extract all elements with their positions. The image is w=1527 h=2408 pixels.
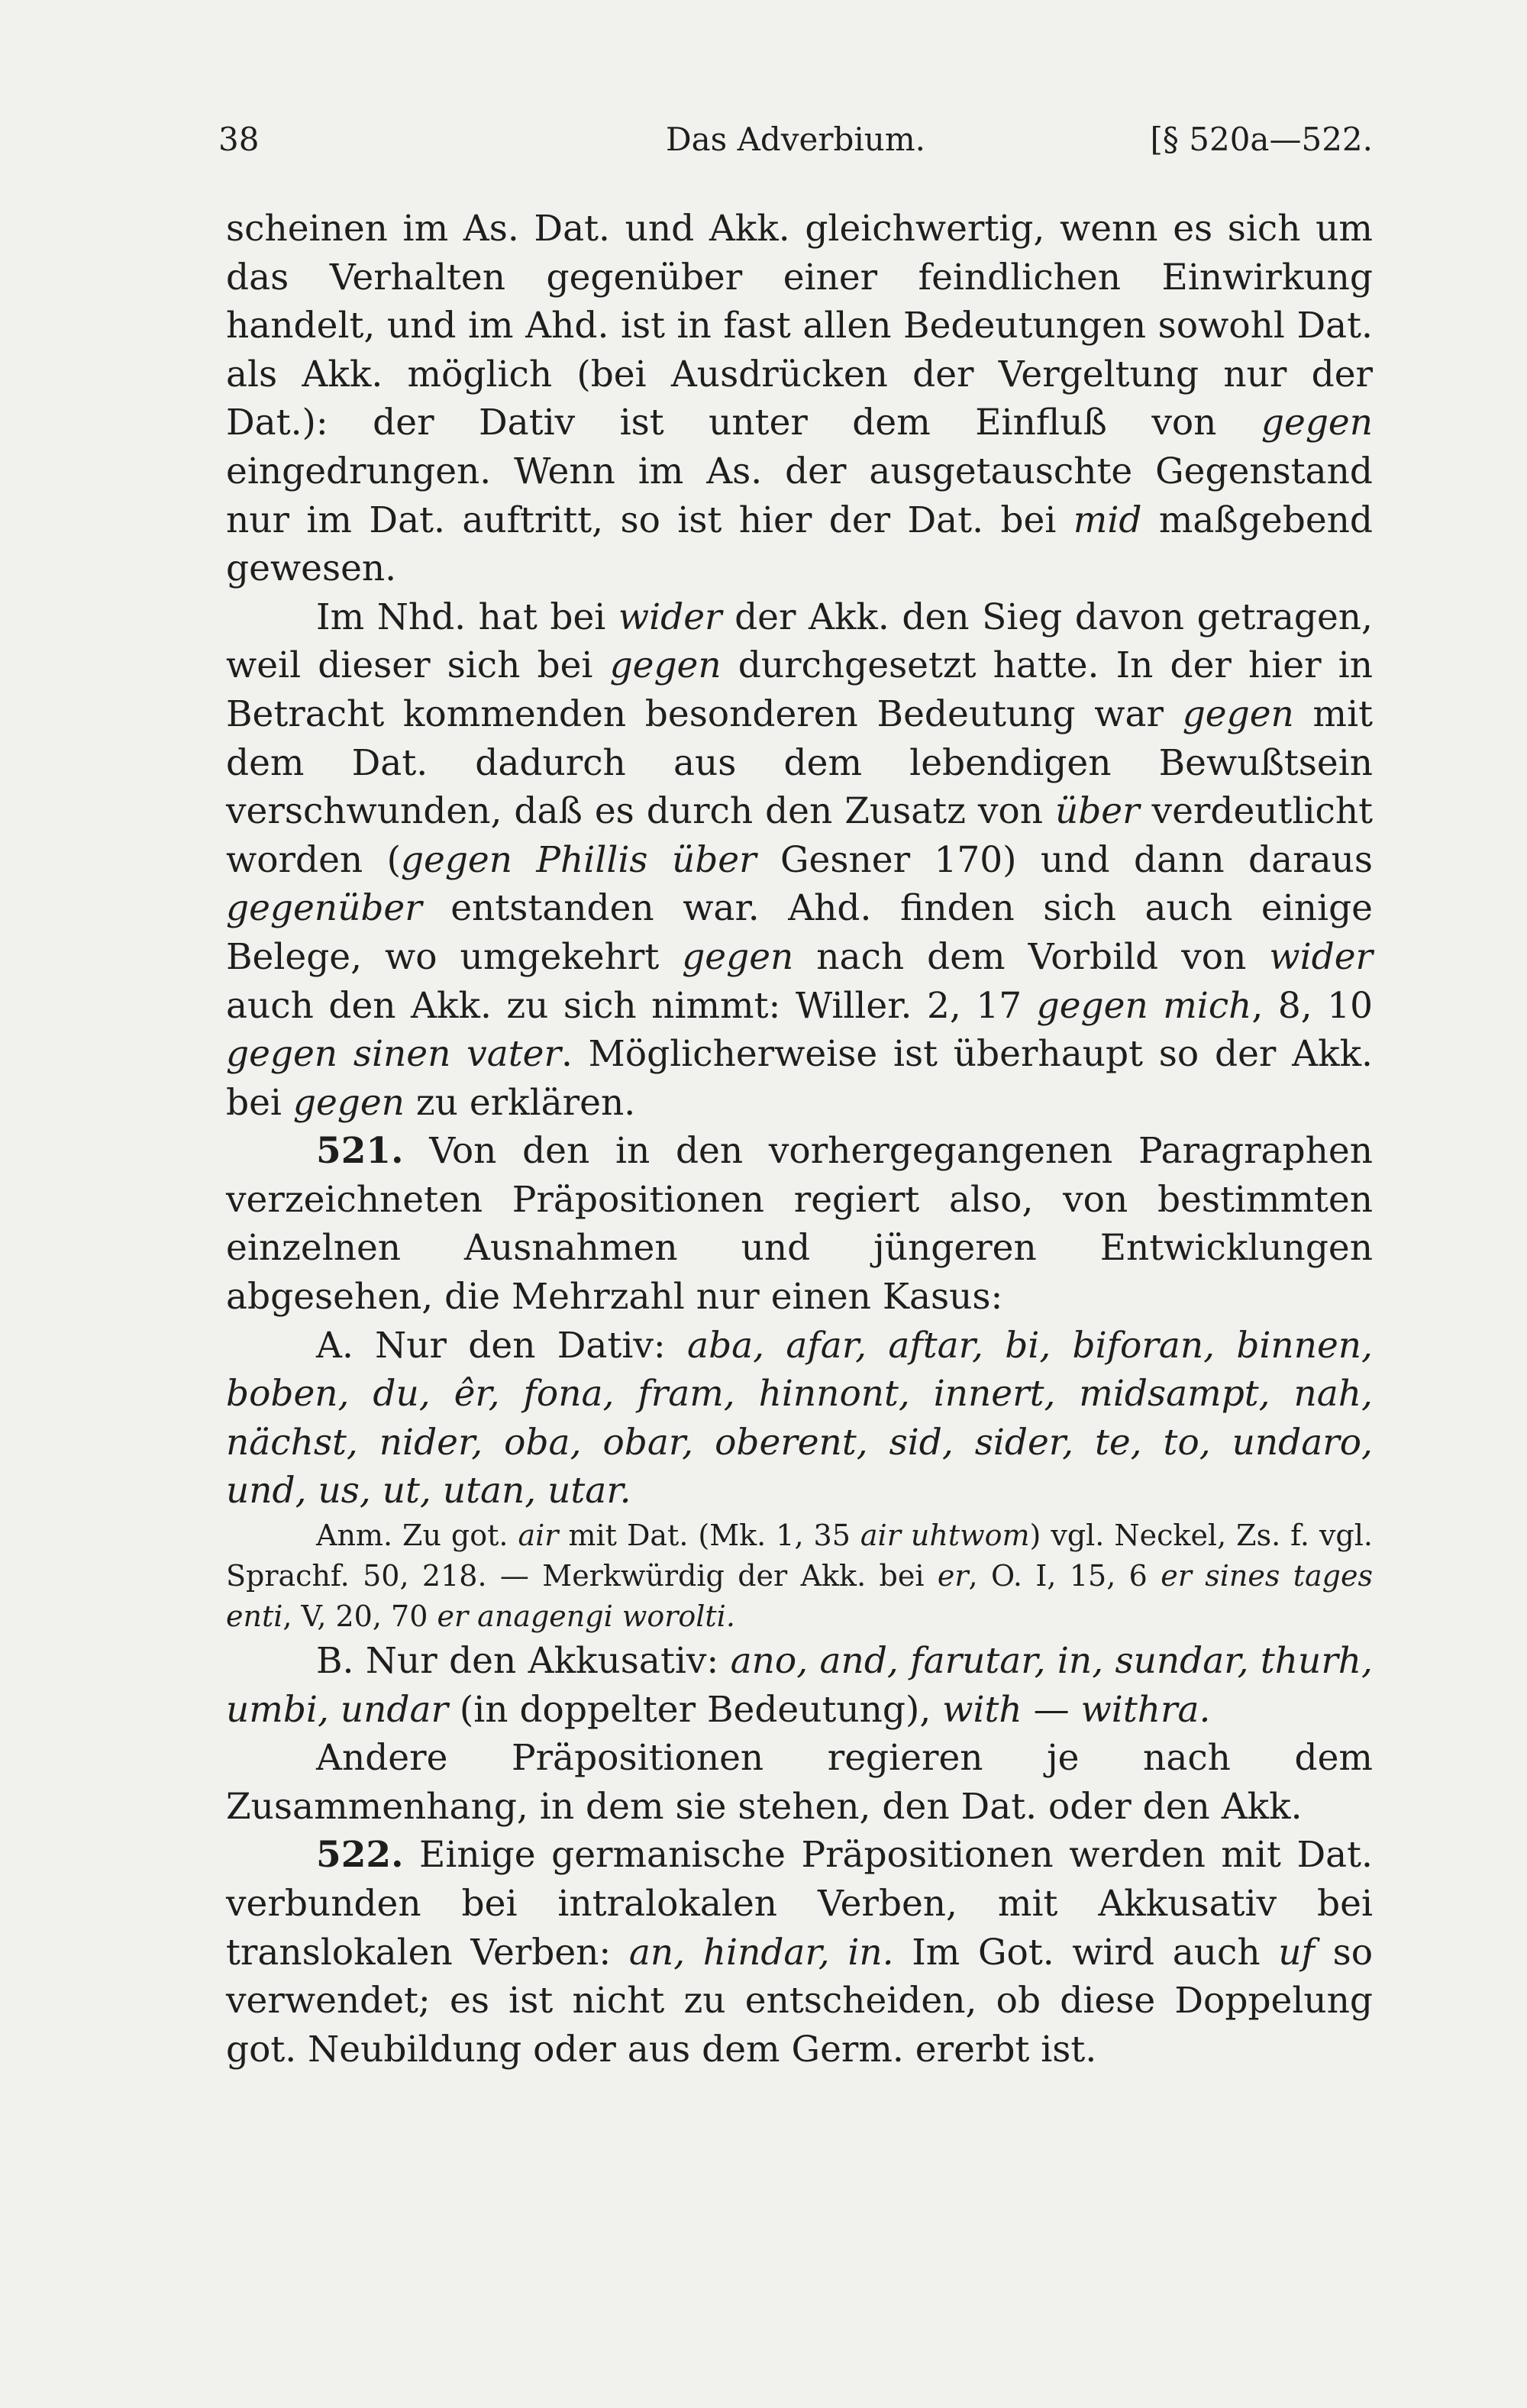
page-header	[218, 121, 1373, 166]
paragraph-akkusativ-list: B. Nur den Akkusativ: ano, and, farutar, in, sundar, thurh, umbi, undar (in doppelter Bedeutung), with — withra.	[226, 1640, 1373, 1731]
body-text	[226, 205, 1373, 2074]
paragraph-521: 521. Von den in den vorhergegangenen Paragraphen verzeichneten Präpositionen regiert also, von bestimmten einzelnen Ausnahmen und jüngeren Entwicklungen abgesehen, die Mehrzahl nur einen Kasus:	[226, 1130, 1373, 1319]
paragraph-dativ-list: A. Nur den Dativ: aba, afar, aftar, bi, biforan, binnen, boben, du, êr, fona, fram, hinnont, innert, midsampt, nah, nächst, nider, oba, obar, oberent, sid, sider, te, to, undaro, und, us, ut, utan, utar.	[226, 1324, 1373, 1512]
paragraph-nhd: Im Nhd. hat bei wider der Akk. den Sieg davon getragen, weil dieser sich bei gegen durchgesetzt hatte. In der hier in Betracht kommenden besonderen Bedeutung war gegen mit dem Dat. dadurch aus dem lebendigen Bewußtsein verschwunden, daß es durch den Zusatz von über verdeutlicht worden (gegen Phillis über Gesner 170) und dann daraus gegenüber entstanden war. Ahd. finden sich auch einige Belege, wo umgekehrt gegen nach dem Vorbild von wider auch den Akk. zu sich nimmt: Willer. 2, 17 gegen mich, 8, 10 gegen sinen vater. Möglicherweise ist überhaupt so der Akk. bei gegen zu erklären.	[226, 596, 1374, 1124]
annotation-note: Anm. Zu got. air mit Dat. (Mk. 1, 35 air uhtwom) vgl. Neckel, Zs. f. vgl. Sprachf. 50, 218. — Merkwürdig der Akk. bei er, O. I, 15, 6 er sines tages enti, V, 20, 70 er anagengi worolti.	[226, 1519, 1373, 1634]
paragraph-other-prepositions: Andere Präpositionen regieren je nach dem Zusammenhang, in dem sie stehen, den Dat. oder den Akk.	[226, 1737, 1373, 1828]
section-range: [§ 520a—522.	[1150, 121, 1373, 158]
running-title: Das Adverbium.	[665, 121, 926, 158]
paragraph-continuation: scheinen im As. Dat. und Akk. gleichwertig, wenn es sich um das Verhalten gegenüber einer feindlichen Einwirkung handelt, und im Ahd. ist in fast allen Bedeutungen sowohl Dat. als Akk. möglich (bei Ausdrücken der Vergeltung nur der Dat.): der Dativ ist unter dem Einfluß von gegen eingedrungen. Wenn im As. der ausgetauschte Gegenstand nur im Dat. auftritt, so ist hier der Dat. bei mid maßgebend gewesen.	[226, 208, 1373, 590]
page-number: 38	[218, 121, 260, 158]
paragraph-522: 522. Einige germanische Präpositionen werden mit Dat. verbunden bei intralokalen Verben, mit Akkusativ bei translokalen Verben: an, hindar, in. Im Got. wird auch uf so verwendet; es ist nicht zu entscheiden, ob diese Doppelung got. Neubildung oder aus dem Germ. ererbt ist.	[226, 1834, 1373, 2071]
